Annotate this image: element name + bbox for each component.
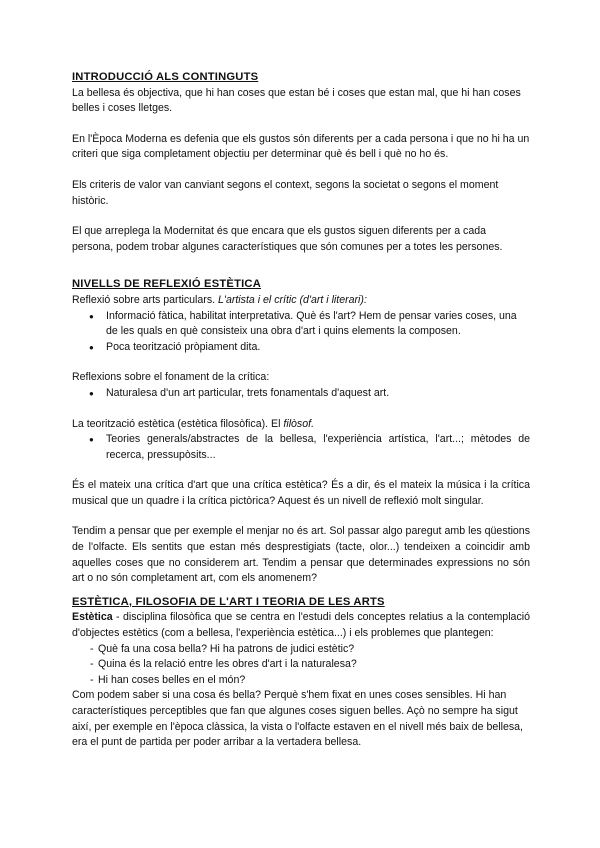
- list-item: ● Teories generals/abstractes de la bellesa, l'experiència artística, l'art...; mètodes de recerca, pressupòsits...: [72, 432, 530, 463]
- section-title-estetica: ESTÈTICA, FILOSOFIA DE L'ART I TEORIA DE LES ARTS: [72, 595, 385, 608]
- list-item: ● Poca teorització pròpiament dita.: [72, 340, 530, 356]
- document-content: [72, 70, 530, 751]
- list-item: - Què fa una cosa bella? Hi ha patrons de judici estètic?: [72, 642, 530, 658]
- paragraph: Com podem saber si una cosa és bella? Perquè s'hem fixat en unes coses sensibles. Hi han característiques perceptibles que fan que algunes coses siguen belles. Açò no sempre ha sigut així, per exemple en l'època clàssica, la vista o l'olfacte estaven en el nivell més baix de bellesa, era el punt de partida per poder arribar a la vertadera bellesa.: [72, 689, 523, 749]
- paragraph: És el mateix una crítica d'art que una crítica estètica? És a dir, és el mateix la música i la crítica musical que un quadre i la crítica pictòrica? Aquest és un nivell de reflexió molt singular.: [72, 479, 530, 507]
- level-1-list: [72, 309, 530, 356]
- level-3-heading: La teorització estètica (estètica filosòfica). El filòsof.: [72, 417, 315, 430]
- section-title-nivells: NIVELLS DE REFLEXIÓ ESTÈTICA: [72, 278, 261, 291]
- section-title-introduccio: INTRODUCCIÓ ALS CONTINGUTS: [72, 71, 259, 83]
- paragraph: En l'Època Moderna es defenia que els gustos són diferents per a cada persona i que no hi ha un criteri que siga completament objectiu per determinar què és bell i què no ho és.: [72, 132, 530, 161]
- paragraph: El que arreplega la Modernitat és que encara que els gustos siguen diferents per a cada persona, podem trobar algunes característiques que són comunes per a totes les persones.: [72, 225, 503, 253]
- level-2-heading: Reflexions sobre el fonament de la crítica:: [72, 371, 270, 384]
- paragraph: Els criteris de valor van canviant segons el context, segons la societat o segons el moment històric.: [72, 178, 499, 207]
- questions-list: [72, 642, 530, 689]
- paragraph: La bellesa és objectiva, que hi han coses que estan bé i coses que estan mal, que hi han coses belles i coses lletges.: [72, 86, 521, 115]
- level-1-heading: Reflexió sobre arts particulars. L'artista i el crític (d'art i literari):: [72, 293, 367, 306]
- paragraph: Tendim a pensar que per exemple el menjar no és art. Sol passar algo paregut amb les qüestions de l'olfacte. Els sentits que estan més desprestigiats (tacte, olor...) tendeixen a coincidir amb aquelles coses que no considerem art. Tendim a pensar que determinades expressions no són art o no són completament art, com els anomenem?: [72, 525, 530, 585]
- level-3-list: [72, 432, 530, 463]
- list-item: - Quina és la relació entre les obres d'art i la naturalesa?: [72, 657, 530, 673]
- list-item: - Hi han coses belles en el món?: [72, 673, 530, 689]
- list-item: ● Informació fàtica, habilitat interpretativa. Què és l'art? Hem de pensar varies coses, una de les quals en què consisteix una obra d'art i quins elements la composen.: [72, 309, 530, 340]
- level-2-list: [72, 386, 530, 402]
- definition-paragraph: Estètica - disciplina filosòfica que se centra en l'estudi dels conceptes relatius a la contemplació d'objectes estètics (com a bellesa, l'experiència estètica...) i els problemes que plantegen:: [72, 611, 530, 640]
- list-item: ● Naturalesa d'un art particular, trets fonamentals d'aquest art.: [72, 386, 530, 402]
- definition-term: Estètica: [72, 611, 113, 624]
